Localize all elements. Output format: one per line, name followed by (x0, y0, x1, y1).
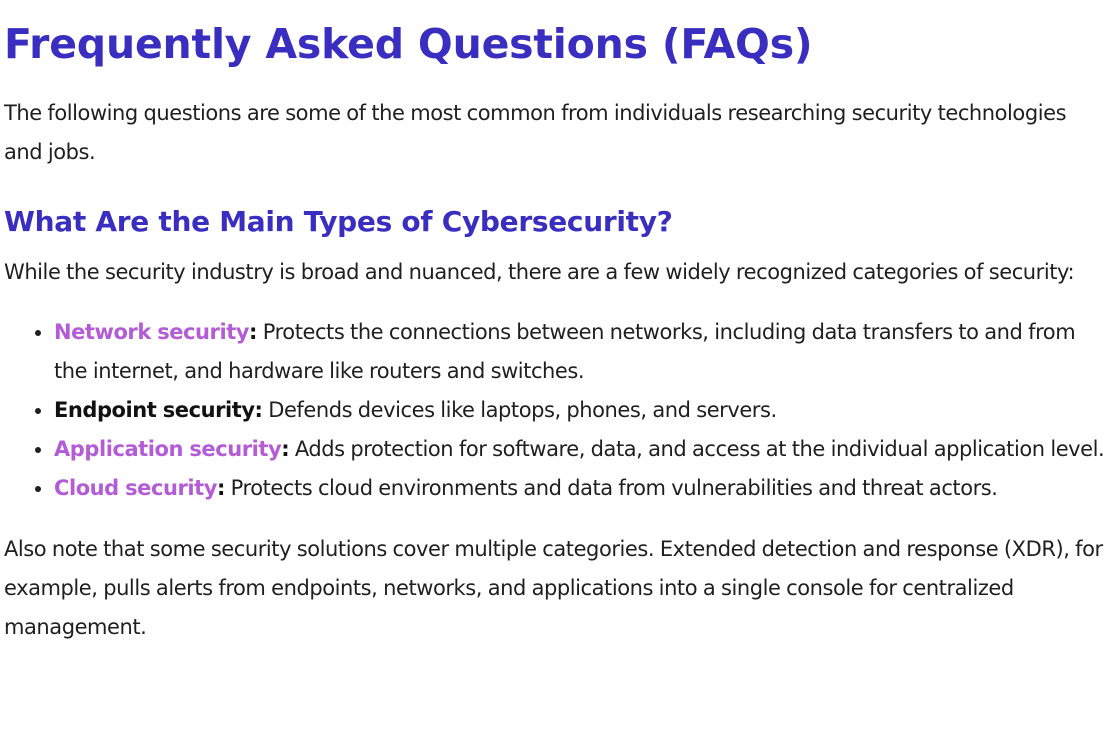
list-item-description: Protects the connections between networks, including data transfers to and from the internet, and hardware like routers and switches. (54, 320, 1076, 383)
list-item-description: Protects cloud environments and data from vulnerabilities and threat actors. (224, 476, 998, 500)
list-item-endpoint-security (54, 391, 1105, 430)
network-security-link[interactable]: Network security (54, 320, 250, 344)
section-heading: What Are the Main Types of Cybersecurity? (4, 205, 673, 238)
list-item-description: Defends devices like laptops, phones, and servers. (262, 398, 777, 422)
endpoint-security-term: Endpoint security: (54, 398, 263, 422)
list-item-application-security (54, 430, 1105, 469)
section-lead-paragraph: While the security industry is broad and nuanced, there are a few widely recognized categories of security: (4, 260, 1075, 284)
list-item-cloud-security (54, 469, 1105, 508)
term-colon: : (281, 437, 290, 461)
list-item-description: Adds protection for software, data, and access at the individual application level. (289, 437, 1105, 461)
page-title: Frequently Asked Questions (FAQs) (4, 20, 813, 68)
closing-paragraph: Also note that some security solutions cover multiple categories. Extended detection and response (XDR), for example, pulls alerts from endpoints, networks, and applications into a single console for centralized management. (4, 537, 1103, 639)
application-security-link[interactable]: Application security (54, 437, 282, 461)
list-item-network-security (54, 313, 1105, 391)
term-colon: : (249, 320, 257, 344)
intro-paragraph: The following questions are some of the most common from individuals researching security technologies and jobs. (4, 101, 1067, 164)
security-types-list (4, 313, 1105, 508)
cloud-security-link[interactable]: Cloud security (54, 476, 217, 500)
term-colon: : (216, 476, 225, 500)
